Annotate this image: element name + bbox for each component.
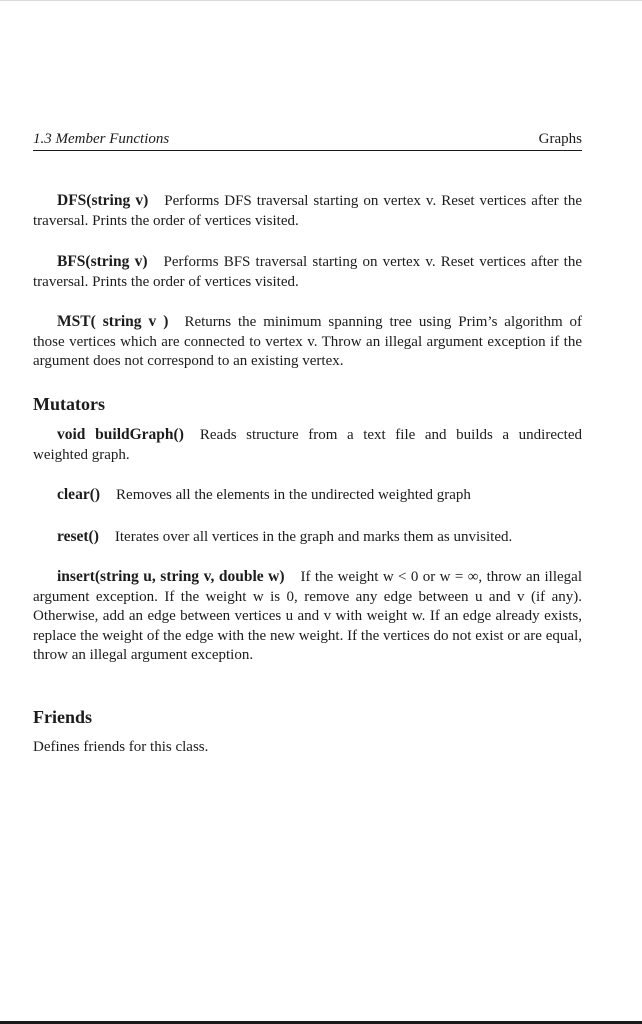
entry-term: clear() [57,486,101,503]
entry-clear [33,485,582,506]
header-section: 1.3 Member Functions [33,131,170,147]
page-header [33,128,582,151]
friends-description: Defines friends for this class. [33,739,209,755]
entry-term: insert(string u, string v, double w) [57,568,285,585]
entry-term: MST( string v ) [57,313,169,330]
section-title-friends: Friends [33,707,93,727]
entry-insert [33,567,582,666]
entry-text: Returns the minimum spanning tree using Prim’s algorithm of those vertices which are connected to vertex v. Throw an illegal argument exception if the argument does not correspond to an existing vertex. [33,314,582,369]
entry-text: Reads structure from a text file and builds a undirected weighted graph. [33,427,582,463]
entry-mst [33,312,582,372]
entry-build-graph [33,425,582,465]
entry-bfs [33,252,582,292]
top-border [0,0,642,1]
entry-text: Performs DFS traversal starting on vertex v. Reset vertices after the traversal. Prints the order of vertices visited. [33,193,583,229]
entry-text: Iterates over all vertices in the graph and marks them as unvisited. [114,529,513,545]
entry-text: Removes all the elements in the undirected weighted graph [116,487,471,503]
entry-text: Performs BFS traversal starting on vertex v. Reset vertices after the traversal. Prints the order of vertices visited. [33,254,583,290]
entry-reset [33,527,582,548]
entry-term: DFS(string v) [57,192,149,209]
entry-term: reset() [57,528,99,545]
entry-term: BFS(string v) [57,253,148,270]
entry-term: void buildGraph() [57,426,184,443]
section-title-mutators: Mutators [33,394,105,414]
header-chapter: Graphs [538,131,582,147]
entry-text: If the weight w < 0 or w = ∞, throw an illegal argument exception. If the weight w is 0, remove any edge between u and v (if any). Otherwise, add an edge between vertices u and v with weight w. If an edge already exists, replace the weight of the edge with the new weight. If the vertices do not exist or are equal, throw an illegal argument exception. [33,569,582,663]
entry-dfs [33,191,582,231]
